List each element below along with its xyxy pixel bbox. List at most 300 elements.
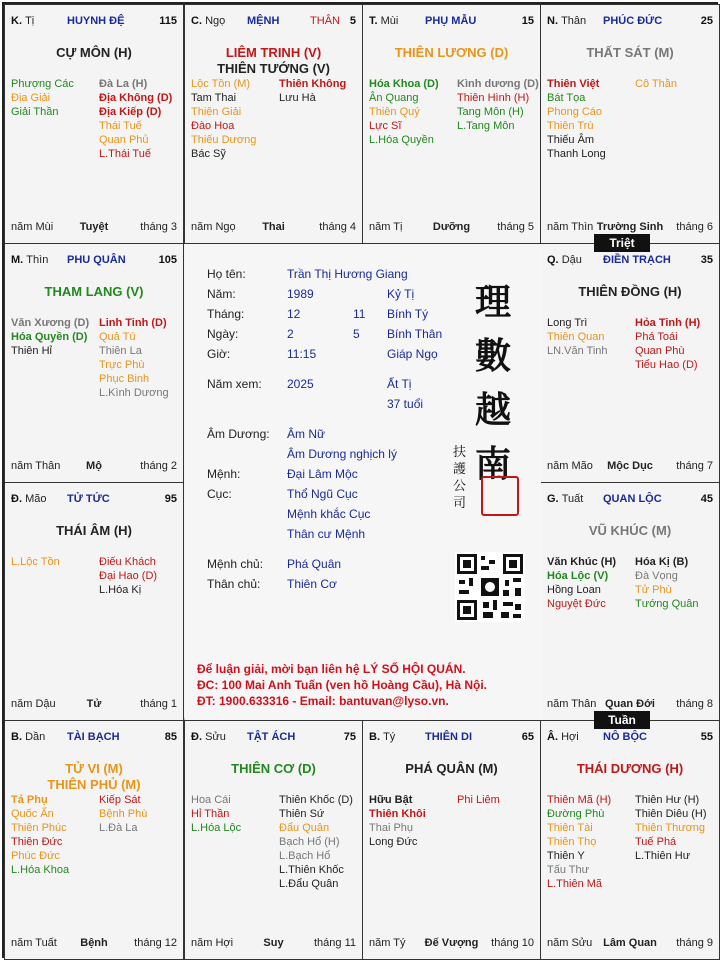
calligraphy-char-2: 數 bbox=[475, 335, 512, 377]
palace-header bbox=[11, 254, 177, 270]
day-lunar: 5 bbox=[353, 327, 360, 341]
main-star: THIÊN CƠ (D) bbox=[231, 761, 316, 776]
hour-value: 11:15 bbox=[287, 347, 317, 361]
minor-star: L.Lộc Tồn bbox=[11, 556, 60, 568]
branch-label: T. Mùi bbox=[369, 15, 399, 27]
tieu-han-year: năm Mão bbox=[547, 460, 593, 472]
name-value: Trần Thị Hương Giang bbox=[287, 267, 408, 281]
right-star-list bbox=[635, 316, 700, 372]
dai-han-number: 65 bbox=[521, 731, 534, 743]
minor-star: Tả Phụ bbox=[11, 794, 48, 806]
minor-star: Phượng Các bbox=[11, 78, 74, 90]
minor-star: Linh Tinh (D) bbox=[99, 317, 167, 329]
main-stars bbox=[5, 284, 183, 300]
name-label: Họ tên: bbox=[207, 267, 246, 281]
palace-header bbox=[191, 731, 356, 747]
palace-name: TÀI BẠCH bbox=[67, 731, 120, 743]
minor-star: Thiên Sứ bbox=[279, 808, 325, 820]
tieu-han-year: năm Sửu bbox=[547, 937, 593, 949]
minor-star: Đà La (H) bbox=[99, 78, 148, 90]
nguyet-han-month: tháng 4 bbox=[319, 221, 356, 233]
tieu-han-year: năm Tý bbox=[369, 937, 406, 949]
minor-star: L.Kình Dương bbox=[99, 387, 169, 399]
main-star: PHÁ QUÂN (M) bbox=[405, 761, 498, 776]
minor-star: Hóa Lộc (V) bbox=[547, 570, 609, 582]
than-marker: THÂN bbox=[310, 15, 340, 27]
main-stars bbox=[5, 45, 183, 61]
nguyet-han-month: tháng 2 bbox=[140, 460, 177, 472]
palace-footer bbox=[547, 698, 713, 712]
minor-star: Hóa Kị (B) bbox=[635, 556, 689, 568]
left-star-list bbox=[547, 316, 608, 358]
palace-header bbox=[11, 731, 177, 747]
minor-star: Thiên Quan bbox=[547, 331, 605, 343]
contact-address: ĐC: 100 Mai Anh Tuấn (ven hồ Hoàng Cầu), Hà Nội. bbox=[197, 678, 488, 692]
main-star: THAM LANG (V) bbox=[44, 284, 144, 299]
minor-star: Lộc Tồn (M) bbox=[191, 78, 251, 90]
minor-star: Long Đức bbox=[369, 836, 418, 848]
palace-hoi[interactable] bbox=[540, 720, 720, 960]
nguyet-han-month: tháng 7 bbox=[676, 460, 713, 472]
trang-sinh-stage: Bệnh bbox=[80, 937, 108, 949]
palace-ngo[interactable] bbox=[184, 4, 363, 244]
tieu-han-year: năm Hợi bbox=[191, 937, 234, 949]
minor-star: Lưu Hà bbox=[279, 92, 316, 104]
minor-star: Thiên Tài bbox=[547, 822, 593, 834]
left-star-list bbox=[547, 77, 606, 161]
minor-star: Thiên Không bbox=[279, 78, 347, 90]
trang-sinh-stage: Trường Sinh bbox=[596, 221, 664, 233]
minor-star: L.Thiên Mã bbox=[547, 878, 603, 890]
palace-footer bbox=[11, 698, 177, 712]
view-year-canchi: Ất Tị bbox=[387, 377, 412, 391]
right-star-list bbox=[279, 793, 353, 891]
minor-star: Đường Phù bbox=[547, 808, 605, 820]
minor-star: Đẩu Quân bbox=[279, 822, 330, 834]
minor-star: Quan Phủ bbox=[99, 134, 149, 146]
amduong-label: Âm Dương: bbox=[207, 427, 270, 441]
main-star: THẤT SÁT (M) bbox=[586, 45, 674, 60]
minor-star: Phục Binh bbox=[99, 373, 150, 385]
minor-star: L.Bạch Hổ bbox=[279, 850, 331, 862]
tuvi-chart bbox=[2, 2, 718, 958]
minor-star: L.Đà La bbox=[99, 822, 138, 834]
left-star-list bbox=[191, 77, 256, 161]
palace-name: TẬT ÁCH bbox=[247, 731, 296, 743]
minor-star: L.Thiên Khốc bbox=[279, 864, 344, 876]
minor-star: Thiên Diêu (H) bbox=[635, 808, 707, 820]
branch-label: N. Thân bbox=[547, 15, 587, 27]
palace-name: TỬ TỨC bbox=[67, 493, 110, 505]
tieu-han-year: năm Thân bbox=[547, 698, 597, 710]
minor-star: Thiên Đức bbox=[11, 836, 63, 848]
palace-mao[interactable] bbox=[4, 482, 184, 721]
palace-header bbox=[11, 15, 177, 31]
minor-star: Kình dương (D) bbox=[457, 78, 539, 90]
palace-dan[interactable] bbox=[4, 720, 184, 960]
minor-star: Hóa Khoa (D) bbox=[369, 78, 439, 90]
right-star-list bbox=[99, 793, 147, 835]
minor-star: Điếu Khách bbox=[99, 556, 156, 568]
minor-star: Hỏa Tinh (H) bbox=[635, 317, 701, 329]
left-star-list bbox=[11, 793, 69, 877]
minor-star: Văn Xương (D) bbox=[11, 317, 90, 329]
minor-star: Trực Phù bbox=[99, 359, 145, 371]
palace-suu[interactable] bbox=[184, 720, 363, 960]
main-stars bbox=[5, 761, 183, 793]
minor-star: Phi Liêm bbox=[457, 794, 500, 806]
minor-star: Cô Thần bbox=[635, 78, 677, 90]
minor-star: Tang Môn (H) bbox=[457, 106, 524, 118]
menh-label: Mệnh: bbox=[207, 467, 241, 481]
minor-star: Phá Toái bbox=[635, 331, 678, 343]
main-stars bbox=[363, 761, 540, 777]
minor-star: Nguyệt Đức bbox=[547, 598, 606, 610]
palace-name: PHỤ MẪU bbox=[425, 15, 477, 27]
tieu-han-year: năm Dậu bbox=[11, 698, 56, 710]
minor-star: Tam Thai bbox=[191, 92, 237, 104]
minor-star: Thái Tuế bbox=[99, 120, 142, 132]
main-stars bbox=[541, 45, 719, 61]
branch-label: C. Ngọ bbox=[191, 15, 226, 27]
amduong-value-1: Âm Nữ bbox=[287, 427, 326, 441]
day-canchi: Bính Thân bbox=[387, 327, 443, 341]
tieu-han-year: năm Thân bbox=[11, 460, 61, 472]
minor-star: Kiếp Sát bbox=[99, 794, 141, 806]
minor-star: Bệnh Phù bbox=[99, 808, 148, 820]
minor-star: Thiên Phúc bbox=[11, 822, 67, 834]
palace-footer bbox=[11, 460, 177, 474]
minor-star: Tiểu Hao (D) bbox=[635, 359, 698, 371]
right-star-list bbox=[635, 793, 707, 863]
minor-star: Địa Giải bbox=[11, 92, 51, 104]
main-stars bbox=[185, 45, 362, 77]
left-star-list bbox=[11, 316, 89, 358]
thanchu-label: Thân chủ: bbox=[207, 577, 261, 591]
calligraphy-char-1: 理 bbox=[475, 281, 512, 323]
minor-star: Địa Không (D) bbox=[99, 92, 173, 104]
dai-han-number: 45 bbox=[700, 493, 713, 505]
month-label: Tháng: bbox=[207, 307, 245, 321]
right-star-list bbox=[99, 316, 169, 400]
branch-label: Q. Dậu bbox=[547, 254, 582, 266]
month-lunar: 11 bbox=[353, 307, 366, 321]
dai-han-number: 105 bbox=[158, 254, 177, 266]
palace-footer bbox=[11, 221, 177, 235]
dai-han-number: 5 bbox=[349, 15, 356, 27]
minor-star: Tử Phù bbox=[635, 584, 672, 596]
minor-star: L.Hóa Quyền bbox=[369, 134, 434, 146]
minor-star: Bạch Hổ (H) bbox=[279, 836, 340, 848]
main-stars bbox=[363, 45, 540, 61]
branch-label: Đ. Sửu bbox=[191, 731, 226, 743]
year-canchi: Kỷ Tị bbox=[387, 287, 415, 301]
right-star-list bbox=[99, 77, 172, 161]
nguyet-han-month: tháng 11 bbox=[313, 937, 356, 949]
calligraphy-char-4: 南 bbox=[475, 443, 512, 485]
dai-han-number: 115 bbox=[159, 15, 177, 27]
day-value: 2 bbox=[287, 327, 294, 341]
tieu-han-year: năm Ngọ bbox=[191, 221, 236, 233]
view-year-label: Năm xem: bbox=[207, 377, 262, 391]
minor-star: Thai Phụ bbox=[369, 822, 414, 834]
tuan-tag: Tuần bbox=[594, 711, 650, 729]
palace-header bbox=[191, 15, 356, 31]
minor-star: Hữu Bật bbox=[369, 794, 413, 806]
trang-sinh-stage: Đế Vượng bbox=[424, 937, 479, 949]
palace-name: QUAN LỘC bbox=[603, 493, 662, 505]
palace-footer bbox=[191, 221, 356, 235]
branch-label: K. Tị bbox=[11, 15, 35, 27]
minor-star: Giải Thần bbox=[11, 106, 59, 118]
main-star: THIÊN TƯỚNG (V) bbox=[217, 61, 330, 76]
trang-sinh-stage: Dưỡng bbox=[432, 221, 471, 233]
tieu-han-year: năm Tuất bbox=[11, 937, 57, 949]
dai-han-number: 95 bbox=[164, 493, 177, 505]
palace-ti[interactable] bbox=[362, 720, 541, 960]
main-star: THÁI ÂM (H) bbox=[56, 523, 132, 538]
minor-star: Đào Hoa bbox=[191, 120, 235, 132]
palace-thin[interactable] bbox=[4, 243, 184, 483]
palace-name: PHÚC ĐỨC bbox=[603, 15, 663, 27]
branch-label: G. Tuất bbox=[547, 493, 584, 505]
center-info-panel bbox=[185, 244, 541, 720]
minor-star: Thiếu Âm bbox=[547, 134, 595, 146]
main-star: LIÊM TRINH (V) bbox=[225, 45, 322, 60]
dai-han-number: 25 bbox=[700, 15, 713, 27]
minor-star: L.Đẩu Quân bbox=[279, 878, 339, 890]
palace-tuat[interactable] bbox=[540, 482, 720, 721]
palace-footer bbox=[11, 937, 177, 951]
calligraphy-char-3: 越 bbox=[475, 389, 512, 431]
minor-star: Thiên Mã (H) bbox=[547, 794, 612, 806]
minor-star: Thiên Giải bbox=[191, 106, 242, 118]
palace-footer bbox=[369, 221, 534, 235]
nguyet-han-month: tháng 8 bbox=[676, 698, 713, 710]
minor-star: L.Tang Môn bbox=[457, 120, 515, 132]
palace-footer bbox=[191, 937, 356, 951]
minor-star: Đà Vọng bbox=[635, 570, 678, 582]
palace-footer bbox=[547, 937, 713, 951]
minor-star: Thiên Khốc (D) bbox=[279, 794, 353, 806]
branch-label: B. Dần bbox=[11, 731, 46, 743]
tieu-han-year: năm Tị bbox=[369, 221, 403, 233]
minor-star: Thiên Khôi bbox=[369, 808, 426, 820]
palace-footer bbox=[547, 221, 713, 235]
tieu-han-year: năm Mùi bbox=[11, 221, 54, 233]
cuc-label: Cục: bbox=[207, 487, 232, 501]
minor-star: Thiên Hỉ bbox=[11, 345, 52, 357]
minor-star: Phúc Đức bbox=[11, 850, 60, 862]
minor-star: Thiên Thương bbox=[635, 822, 706, 834]
left-star-list bbox=[191, 793, 241, 835]
contact-line-1: Để luận giải, mời bạn liên hệ LÝ SỐ HỘI QUÁN. bbox=[197, 662, 466, 676]
main-star: THIÊN PHỦ (M) bbox=[47, 777, 141, 792]
palace-header bbox=[547, 15, 713, 31]
trang-sinh-stage: Mộ bbox=[86, 460, 102, 472]
minor-star: L.Hóa Khoa bbox=[11, 864, 70, 876]
palace-name: HUYNH ĐỆ bbox=[67, 15, 125, 27]
minor-star: Thiên Hình (H) bbox=[457, 92, 530, 104]
palace-name: NÔ BỘC bbox=[603, 731, 647, 743]
minor-star: Hóa Quyền (D) bbox=[11, 331, 88, 343]
seal-side-text: 扶護公司 bbox=[453, 445, 467, 511]
minor-star: Phong Cáo bbox=[547, 106, 603, 118]
right-star-list bbox=[635, 555, 699, 611]
menhchu-label: Mệnh chủ: bbox=[207, 557, 264, 571]
nguyet-han-month: tháng 6 bbox=[676, 221, 713, 233]
right-star-list bbox=[457, 77, 539, 133]
trang-sinh-stage: Thai bbox=[262, 221, 285, 233]
hour-label: Giờ: bbox=[207, 347, 231, 361]
minor-star: L.Hóa Kị bbox=[99, 584, 142, 596]
red-seal-icon bbox=[481, 476, 519, 516]
qr-code-icon[interactable] bbox=[455, 552, 525, 622]
palace-header bbox=[547, 731, 713, 747]
branch-label: B. Tý bbox=[369, 731, 396, 743]
minor-star: Địa Kiếp (D) bbox=[99, 106, 162, 118]
dai-han-number: 55 bbox=[700, 731, 713, 743]
right-star-list bbox=[457, 793, 500, 807]
year-value: 1989 bbox=[287, 287, 314, 301]
main-stars bbox=[541, 284, 719, 300]
thanchu-value: Thiên Cơ bbox=[287, 577, 337, 591]
year-label: Năm: bbox=[207, 287, 236, 301]
tieu-han-year: năm Thìn bbox=[547, 221, 594, 233]
main-star: TỬ VI (M) bbox=[65, 761, 123, 776]
age-value: 37 tuổi bbox=[387, 397, 424, 411]
nguyet-han-month: tháng 5 bbox=[497, 221, 534, 233]
minor-star: Thiên Trù bbox=[547, 120, 594, 132]
minor-star: L.Hóa Lộc bbox=[191, 822, 242, 834]
minor-star: Lực Sĩ bbox=[369, 120, 402, 132]
minor-star: Thiên Y bbox=[547, 850, 585, 862]
minor-star: Thanh Long bbox=[547, 148, 606, 160]
branch-label: Đ. Mão bbox=[11, 493, 47, 505]
left-star-list bbox=[547, 555, 616, 611]
main-star: CỰ MÔN (H) bbox=[56, 45, 132, 60]
view-year-value: 2025 bbox=[287, 377, 314, 391]
minor-star: Thiên Hư (H) bbox=[635, 794, 700, 806]
minor-star: Hoa Cái bbox=[191, 794, 231, 806]
palace-footer bbox=[369, 937, 534, 951]
palace-ty[interactable] bbox=[4, 4, 184, 244]
palace-header bbox=[369, 731, 534, 747]
day-label: Ngày: bbox=[207, 327, 239, 341]
minor-star: Bát Tọa bbox=[547, 92, 586, 104]
nguyet-han-month: tháng 12 bbox=[134, 937, 177, 949]
minor-star: Tuế Phá bbox=[635, 836, 677, 848]
trang-sinh-stage: Lâm Quan bbox=[603, 937, 657, 949]
trang-sinh-stage: Tử bbox=[86, 698, 102, 710]
main-stars bbox=[185, 761, 362, 777]
minor-star: Thiên Quý bbox=[369, 106, 420, 118]
palace-header bbox=[547, 493, 713, 509]
minor-star: Hỉ Thần bbox=[191, 808, 230, 820]
dai-han-number: 85 bbox=[164, 731, 177, 743]
main-star: VŨ KHÚC (M) bbox=[588, 523, 672, 538]
dai-han-number: 75 bbox=[343, 731, 356, 743]
cuc-value-2: Mệnh khắc Cục bbox=[287, 507, 371, 521]
branch-label: Â. Hợi bbox=[547, 731, 579, 743]
minor-star: Bác Sỹ bbox=[191, 148, 226, 160]
palace-name: MỆNH bbox=[247, 15, 280, 27]
cuc-value-3: Thân cư Mệnh bbox=[287, 527, 366, 541]
palace-name: THIÊN DI bbox=[425, 731, 473, 743]
main-stars bbox=[5, 523, 183, 539]
left-star-list bbox=[369, 793, 426, 849]
amduong-value-2: Âm Dương nghịch lý bbox=[287, 447, 397, 461]
left-star-list bbox=[11, 555, 60, 569]
minor-star: Đại Hao (D) bbox=[99, 570, 158, 582]
minor-star: Văn Khúc (H) bbox=[547, 556, 617, 568]
minor-star: Thiên Thọ bbox=[547, 836, 597, 848]
minor-star: Thiên Việt bbox=[547, 78, 600, 90]
trang-sinh-stage: Suy bbox=[263, 937, 284, 949]
palace-name: PHU QUÂN bbox=[67, 254, 126, 266]
palace-dau[interactable] bbox=[540, 243, 720, 483]
main-star: THIÊN ĐỒNG (H) bbox=[578, 284, 682, 299]
menh-value: Đại Lâm Mộc bbox=[287, 467, 358, 481]
right-star-list bbox=[279, 77, 346, 105]
palace-than[interactable] bbox=[540, 4, 720, 244]
nguyet-han-month: tháng 1 bbox=[140, 698, 177, 710]
palace-header bbox=[11, 493, 177, 509]
minor-star: Quan Phù bbox=[635, 345, 685, 357]
trang-sinh-stage: Tuyệt bbox=[79, 221, 109, 233]
main-star: THÁI DƯƠNG (H) bbox=[576, 761, 684, 776]
main-star: THIÊN LƯƠNG (D) bbox=[394, 45, 509, 60]
right-star-list bbox=[635, 77, 677, 91]
main-stars bbox=[541, 523, 719, 539]
minor-star: Hồng Loan bbox=[547, 584, 601, 596]
trang-sinh-stage: Mộc Dục bbox=[607, 460, 653, 472]
dai-han-number: 35 bbox=[700, 254, 713, 266]
minor-star: LN.Văn Tinh bbox=[547, 345, 608, 357]
minor-star: Tướng Quân bbox=[635, 598, 699, 610]
main-stars bbox=[541, 761, 719, 777]
minor-star: Long Trì bbox=[547, 317, 588, 329]
palace-mui[interactable] bbox=[362, 4, 541, 244]
nguyet-han-month: tháng 9 bbox=[676, 937, 713, 949]
minor-star: Thiếu Dương bbox=[191, 134, 257, 146]
hour-canchi: Giáp Ngọ bbox=[387, 347, 438, 361]
palace-footer bbox=[547, 460, 713, 474]
palace-header bbox=[369, 15, 534, 31]
trang-sinh-stage: Quan Đới bbox=[605, 698, 655, 710]
minor-star: Quả Tú bbox=[99, 331, 136, 343]
minor-star: L.Thái Tuế bbox=[99, 148, 151, 160]
month-canchi: Bính Tý bbox=[387, 307, 429, 321]
left-star-list bbox=[11, 77, 74, 119]
left-star-list bbox=[547, 793, 611, 891]
nguyet-han-month: tháng 10 bbox=[491, 937, 534, 949]
month-value: 12 bbox=[287, 307, 301, 321]
contact-phone-email[interactable]: ĐT: 1900.633316 - Email: bantuvan@lyso.vn. bbox=[197, 694, 449, 708]
minor-star: Tấu Thư bbox=[547, 864, 590, 876]
minor-star: L.Thiên Hư bbox=[635, 850, 691, 862]
cuc-value-1: Thổ Ngũ Cục bbox=[287, 487, 358, 501]
minor-star: Ân Quang bbox=[369, 92, 419, 104]
palace-name: ĐIỀN TRẠCH bbox=[603, 254, 671, 266]
minor-star: Quốc Ấn bbox=[11, 808, 54, 820]
nguyet-han-month: tháng 3 bbox=[140, 221, 177, 233]
branch-label: M. Thìn bbox=[11, 254, 49, 266]
dai-han-number: 15 bbox=[521, 15, 534, 27]
right-star-list bbox=[99, 555, 157, 597]
triet-tag: Triệt bbox=[594, 234, 650, 252]
palace-header bbox=[547, 254, 713, 270]
